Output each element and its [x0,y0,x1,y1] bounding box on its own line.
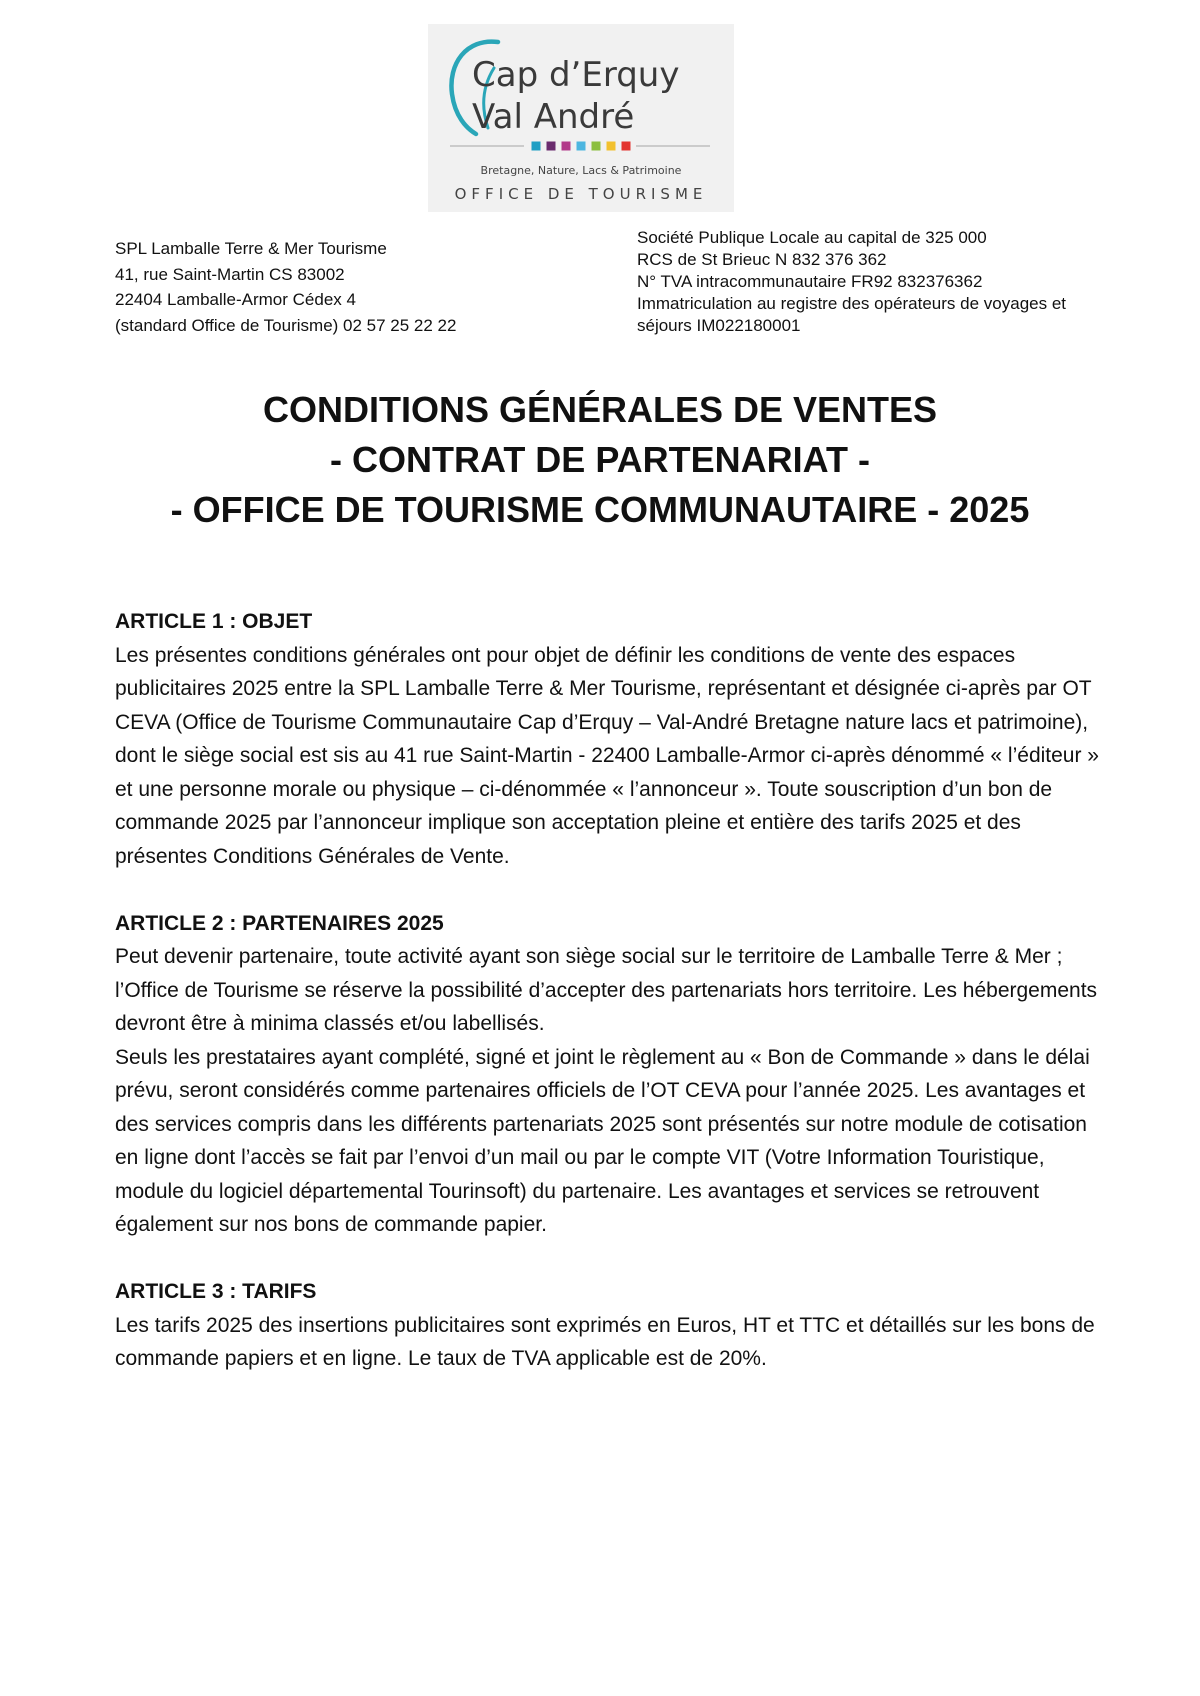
article-paragraph: Les présentes conditions générales ont pour objet de définir les conditions de vente des espaces publicitaires 2025 entre la SPL Lamballe Terre & Mer Tourisme, représentant et désignée ci-après par OT CEVA (Office de Tourisme Communautaire Cap d’Erquy – Val-André Bretagne nature lacs et patrimoine), dont le siège social est sis au 41 rue Saint-Martin - 22400 Lamballe-Armor ci-après dénommé « l’éditeur » et une personne morale ou physique – ci-dénommée « l’annonceur ». Toute souscription d’un bon de commande 2025 par l’annonceur implique son acceptation pleine et entière des tarifs 2025 et des présentes Conditions Générales de Vente. [115,643,1099,868]
title-line-1: CONDITIONS GÉNÉRALES DE VENTES [262,389,938,430]
logo-line2: Val André [472,97,635,137]
article-heading: ARTICLE 1 : OBJET [115,610,313,633]
article-paragraph: Peut devenir partenaire, toute activité ayant son siège social sur le territoire de Lamballe Terre & Mer ; l’Office de Tourisme se réserve la possibilité d’accepter des partenariats hors territoire. Les hébergements devront être à minima classés et/ou labellisés. [115,945,1098,1035]
logo-color-square [622,142,631,151]
logo-subtitle: OFFICE DE TOURISME [454,185,708,203]
title-line-2: - CONTRAT DE PARTENARIAT - [330,439,870,480]
legal-rcs: RCS de St Brieuc N 832 376 362 [637,250,887,269]
article-2 [115,907,1100,1242]
logo-color-square [562,142,571,151]
logo-color-square [577,142,586,151]
title-line-3: - OFFICE DE TOURISME COMMUNAUTAIRE - 2025 [170,489,1030,530]
article-1 [115,605,1100,873]
company-street: 41, rue Saint-Martin CS 83002 [115,264,345,284]
articles-content [115,605,1100,1409]
logo-color-square [592,142,601,151]
legal-vat: N° TVA intracommunautaire FR92 832376362 [637,272,983,291]
article-paragraph: Les tarifs 2025 des insertions publicitaires sont exprimés en Euros, HT et TTC et détaillés sur les bons de commande papiers et en ligne. Le taux de TVA applicable est de 20%. [115,1313,1095,1370]
article-heading: ARTICLE 2 : PARTENAIRES 2025 [115,911,444,935]
article-heading: ARTICLE 3 : TARIFS [115,1280,317,1303]
logo-tagline: Bretagne, Nature, Lacs & Patrimoine [480,164,682,177]
legal-registration: Immatriculation au registre des opérateurs de voyages et séjours IM022180001 [637,294,1067,335]
legal-info-block [637,227,1107,337]
logo-color-squares [532,142,631,151]
logo-line1: Cap d’Erquy [472,55,680,95]
company-phone: (standard Office de Tourisme) 02 57 25 22 22 [115,315,457,335]
article-paragraph: Seuls les prestataires ayant complété, signé et joint le règlement au « Bon de Commande » dans le délai prévu, seront considérés comme partenaires officiels de l’OT CEVA pour l’année 2025. Les avantages et des services compris dans les différents partenariats 2025 sont présentés sur notre module de cotisation en ligne dont l’accès se fait par l’envoi d’un mail ou par le compte VIT (Votre Information Touristique, module du logiciel départemental Tourinsoft) du partenaire. Les avantages et services se retrouvent également sur nos bons de commande papier. [115,1045,1090,1236]
legal-capital: Société Publique Locale au capital de 325 000 [637,228,987,247]
logo-color-square [547,142,556,151]
document-title [0,385,1200,535]
logo-color-square [532,142,541,151]
office-de-tourisme-logo [428,24,734,212]
article-3 [115,1275,1100,1376]
company-city: 22404 Lamballe-Armor Cédex 4 [115,290,356,309]
logo-graphic [428,24,734,212]
company-address-block [115,236,535,338]
logo-color-square [607,142,616,151]
company-name: SPL Lamballe Terre & Mer Tourisme [115,239,387,258]
